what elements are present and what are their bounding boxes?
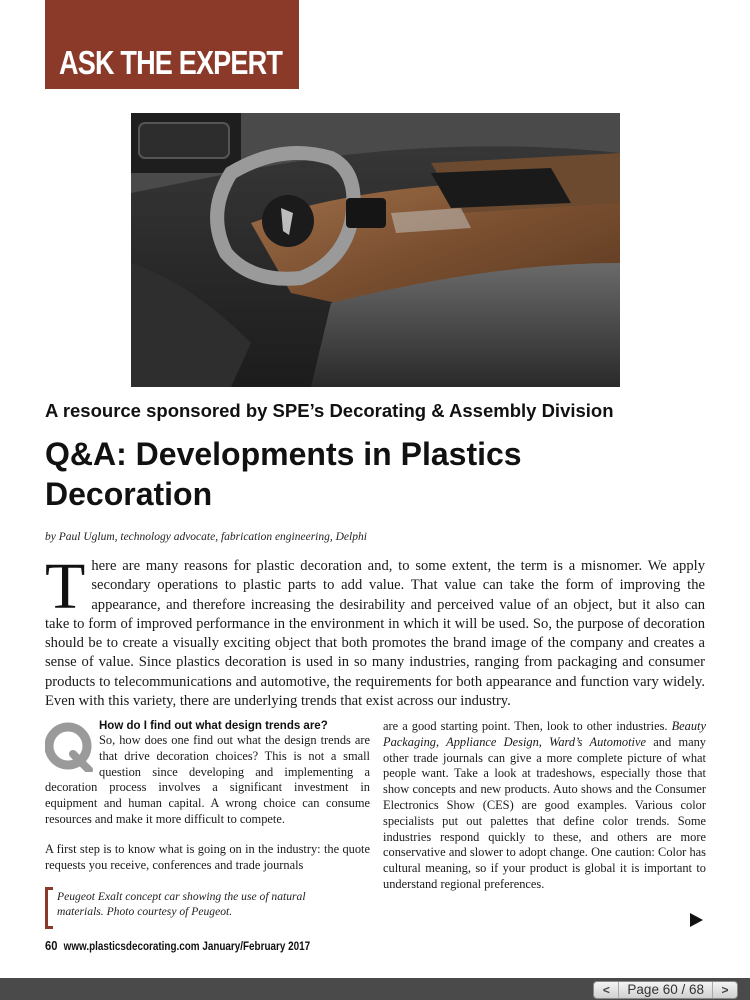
drop-cap: T bbox=[45, 550, 86, 623]
trade-journal-names: Beauty Packaging, Appliance Design, Ward’s Automotive bbox=[383, 719, 706, 749]
next-page-button[interactable]: > bbox=[721, 983, 729, 997]
left-column bbox=[45, 719, 370, 873]
lead-paragraph bbox=[45, 550, 705, 711]
footer-issue: January/February 2017 bbox=[202, 941, 311, 953]
right-column bbox=[383, 719, 706, 893]
footer-page-number: 60 bbox=[45, 938, 58, 953]
hero-photo bbox=[131, 113, 620, 387]
answer-paragraph-1: So, how does one find out what the design trends are that drive decoration choices? This is not a small question since developing and implementing a decoration process involves a significant investment in equipment and human capital. A wrong choice can consume resources and make it more difficult to compete. bbox=[45, 733, 370, 826]
article-byline: by Paul Uglum, technology advocate, fabrication engineering, Delphi bbox=[45, 531, 367, 543]
q-drop-cap-icon bbox=[45, 722, 93, 772]
car-interior-illustration bbox=[131, 113, 620, 387]
section-title: ASK THE EXPERT bbox=[59, 44, 283, 81]
page-indicator: Page 60 / 68 bbox=[618, 982, 713, 998]
question-heading: How do I find out what design trends are? bbox=[99, 720, 328, 732]
article-headline: Q&A: Developments in Plastics Decoration bbox=[45, 436, 522, 512]
viewer-toolbar bbox=[0, 978, 750, 1000]
section-banner bbox=[45, 0, 299, 89]
prev-page-button[interactable]: < bbox=[602, 983, 610, 997]
sponsor-line: A resource sponsored by SPE’s Decorating & Assembly Division bbox=[45, 400, 614, 421]
page-navigator bbox=[593, 981, 738, 999]
continue-arrow-icon bbox=[690, 913, 703, 927]
lead-text: here are many reasons for plastic decoration and, to some extent, the term is a misnomer. We apply secondary operations to plastic parts to add value. That value can take the form of improving the appearance, and therefore increasing the desirability and perceived value of an object, but it also can take to form of improved performance in the environment in which it will be used. So, the purpose of decoration should be to create a visually exciting object that both promotes the brand image of the company and creates a sense of value. Since plastics decoration is used in so many industries, ranging from packaging and consumer products to telecommunications and automotive, the requirements for both appearance and function vary widely. Even with this variety, there are underlying trends that exist across our industry. bbox=[45, 558, 705, 710]
answer-continued-a: are a good starting point. Then, look to other industries. bbox=[383, 719, 672, 733]
answer-continued-b: and many other trade journals can give a more complete picture of what people want. Take a look at tradeshows, especially those that show concepts and new products. Auto shows and the Consumer Electronics Show (CES) are good examples. Various color specialists put out palettes that define color trends. Some industries respond quickly to these, and others are more conservative and slower to adopt change. One caution: Color has cultural meaning, so if your product is global it is important to understand regional preferences. bbox=[383, 734, 706, 891]
answer-paragraph-2: A first step is to know what is going on in the industry: the quote requests you receive, conferences and trade journals bbox=[45, 841, 370, 872]
caption-bracket bbox=[45, 887, 53, 929]
page-footer bbox=[45, 938, 310, 953]
caption-text: Peugeot Exalt concept car showing the use of natural materials. Photo courtesy of Peugeot. bbox=[57, 890, 306, 918]
footer-site: www.plasticsdecorating.com bbox=[63, 941, 200, 953]
